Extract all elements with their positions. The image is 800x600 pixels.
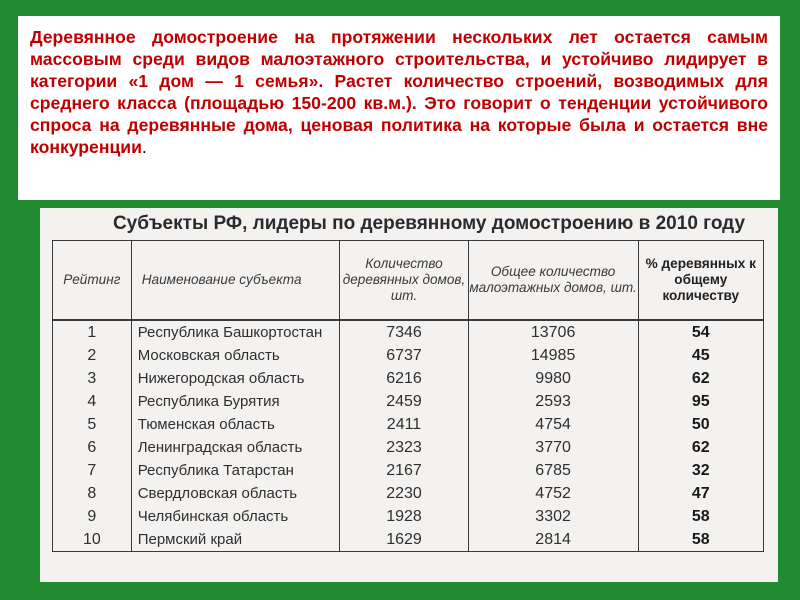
cell-rank: 1 — [53, 320, 132, 344]
cell-pct: 58 — [638, 505, 763, 528]
cell-total: 4752 — [468, 482, 638, 505]
leaders-table — [52, 240, 764, 552]
cell-rank: 9 — [53, 505, 132, 528]
header-count: Количество деревянных домов, шт. — [340, 241, 468, 321]
cell-count: 2411 — [340, 413, 468, 436]
cell-total: 4754 — [468, 413, 638, 436]
cell-total: 13706 — [468, 320, 638, 344]
cell-rank: 3 — [53, 367, 132, 390]
cell-rank: 4 — [53, 390, 132, 413]
cell-pct: 54 — [638, 320, 763, 344]
header-name: Наименование субъекта — [131, 241, 340, 321]
cell-pct: 95 — [638, 390, 763, 413]
cell-name: Московская область — [131, 344, 340, 367]
header-rank: Рейтинг — [53, 241, 132, 321]
table-row — [53, 344, 764, 367]
cell-count: 2459 — [340, 390, 468, 413]
table-header-row — [53, 241, 764, 321]
cell-total: 6785 — [468, 459, 638, 482]
scanned-table-image — [40, 208, 778, 582]
cell-total: 2814 — [468, 528, 638, 552]
cell-name: Республика Татарстан — [131, 459, 340, 482]
cell-name: Ленинградская область — [131, 436, 340, 459]
header-total: Общее количество малоэтажных домов, шт. — [468, 241, 638, 321]
table-row — [53, 367, 764, 390]
cell-rank: 8 — [53, 482, 132, 505]
cell-name: Пермский край — [131, 528, 340, 552]
cell-count: 1928 — [340, 505, 468, 528]
cell-count: 6737 — [340, 344, 468, 367]
cell-pct: 62 — [638, 367, 763, 390]
cell-rank: 5 — [53, 413, 132, 436]
cell-count: 7346 — [340, 320, 468, 344]
cell-pct: 50 — [638, 413, 763, 436]
cell-rank: 6 — [53, 436, 132, 459]
table-row — [53, 320, 764, 344]
intro-end: . — [141, 137, 147, 157]
table-title: Субъекты РФ, лидеры по деревянному домостроению в 2010 году — [112, 213, 746, 234]
table-row — [53, 528, 764, 552]
cell-rank: 2 — [53, 344, 132, 367]
cell-name: Республика Башкортостан — [131, 320, 340, 344]
cell-name: Челябинская область — [131, 505, 340, 528]
cell-total: 3770 — [468, 436, 638, 459]
cell-total: 14985 — [468, 344, 638, 367]
cell-total: 2593 — [468, 390, 638, 413]
cell-count: 2230 — [340, 482, 468, 505]
cell-total: 3302 — [468, 505, 638, 528]
intro-text: Деревянное домостроение на протяжении нескольких лет остается самым массовым среди видов малоэтажного строительства, и устойчиво лидирует в категории «1 дом — 1 семья». Растет количество строений, возводимых для среднего класса (площадью 150-200 кв.м.). Это говорит о тенденции устойчивого спроса на деревянные дома, ценовая политика на которые была и остается вне конкуренции — [30, 27, 768, 157]
table-row — [53, 413, 764, 436]
cell-rank: 10 — [53, 528, 132, 552]
cell-name: Республика Бурятия — [131, 390, 340, 413]
table-body — [53, 320, 764, 552]
cell-count: 6216 — [340, 367, 468, 390]
cell-pct: 32 — [638, 459, 763, 482]
table-row — [53, 482, 764, 505]
cell-pct: 62 — [638, 436, 763, 459]
table-row — [53, 459, 764, 482]
intro-textbox — [18, 16, 780, 200]
table-row — [53, 390, 764, 413]
cell-count: 2323 — [340, 436, 468, 459]
intro-paragraph — [30, 26, 768, 158]
cell-count: 2167 — [340, 459, 468, 482]
cell-pct: 58 — [638, 528, 763, 552]
cell-rank: 7 — [53, 459, 132, 482]
header-pct: % деревянных к общему количеству — [638, 241, 763, 321]
cell-total: 9980 — [468, 367, 638, 390]
cell-pct: 47 — [638, 482, 763, 505]
cell-name: Тюменская область — [131, 413, 340, 436]
table-row — [53, 436, 764, 459]
cell-pct: 45 — [638, 344, 763, 367]
cell-name: Нижегородская область — [131, 367, 340, 390]
table-row — [53, 505, 764, 528]
cell-name: Свердловская область — [131, 482, 340, 505]
cell-count: 1629 — [340, 528, 468, 552]
